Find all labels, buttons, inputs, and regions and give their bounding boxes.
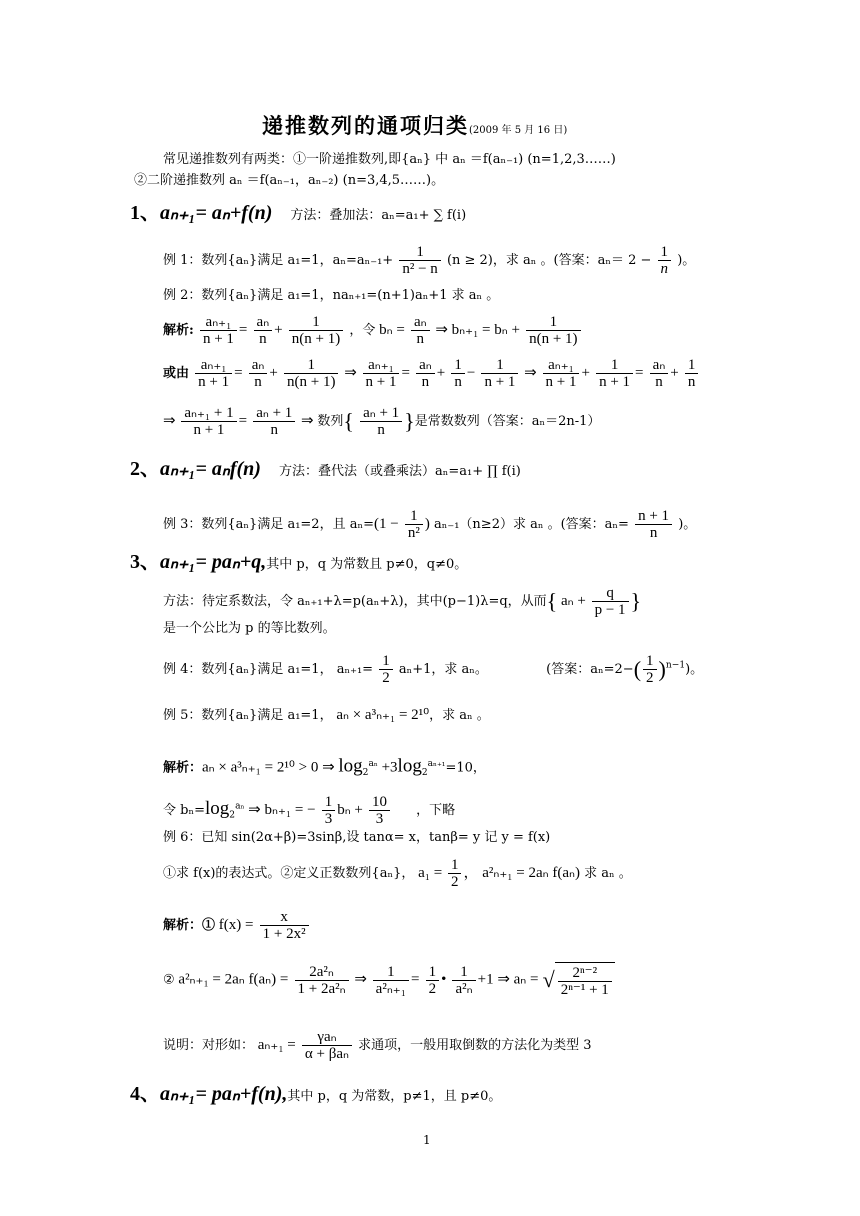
section-1-method: 方法：叠加法：aₙ=a₁+ ∑ f(i) [290,208,467,223]
example-5-text: 例 5：数列{aₙ}满足 a₁=1， [163,708,333,723]
example-1-text: 例 1：数列{aₙ}满足 a₁=1，aₙ=aₙ₋₁+ [163,253,394,268]
example-4-tail: aₙ+1，求 aₙ。 [398,662,488,677]
example-1-answer-fraction: $\frac{1}{n}$ [658,244,672,277]
example-6-solution-2: ② a²ₙ₊₁ = 2aₙ f(aₙ) = $\frac{\text{2a²ₙ}}{\text{1 + 2a²ₙ}}$ ⇒ $\frac{1}{\text{a²ₙ₊₁}}$ = $\frac{1}{2}$ • $\frac{1}{\text{a²ₙ}}$ +1 ⇒ aₙ = √ $\frac{\text{2ⁿ⁻²}}{\text{2ⁿ⁻¹ + 1}}$ [163,962,615,998]
section-4-heading [130,1081,501,1110]
example-1-fraction: $\frac{1}{\text{n² − n}}$ [399,244,440,277]
example-6-question-text: ①求 f(x)的表达式。②定义正数数列{aₙ}， [163,866,415,881]
example-4-answer: (答案：aₙ=2− [546,662,634,677]
section-3-number: 3、 [130,551,160,573]
or-by-label: 或由 [163,366,190,381]
example-5-solution-2: 令 $b_n=\log_2^{a_n}$ ⇒ bₙ₊₁ = − $\frac{1}{3}$ bₙ + $\frac{10}{3}$ ，下略 [163,794,456,827]
example-4-text: 例 4：数列{aₙ}满足 a₁=1， aₙ₊₁= [163,662,374,677]
example-3-text: 例 3：数列{aₙ}满足 a₁=2，且 aₙ= [163,517,374,532]
title-text: 递推数列的通项归类 [262,113,469,138]
section-4-formula: aₙ₊₁= paₙ+f(n), [160,1083,288,1105]
example-5-solution-1: 解析：aₙ × a³ₙ₊₁ = 2¹⁰ > 0 ⇒ $\log_2^{a_n} +3\log_2^{a_{n+1}}=10$， [163,755,486,778]
section-2-heading [130,456,521,485]
title-date: (2009 年 5 月 16 日) [469,125,568,136]
example-4-end: )。 [685,662,704,677]
example-2-solution-1: 解析: $\frac{\text{aₙ₊₁}}{n + 1}$ = $\frac{\text{aₙ}}{n}$ + $\frac{1}{n(n + 1)}$ ，令 bₙ = $\frac{\text{aₙ}}{n}$ ⇒ bₙ₊₁ = bₙ + $\frac{1}{n(n + 1)}$ [163,314,583,347]
solution-label: 解析: [163,323,194,338]
example-2-solution-3: ⇒ $\frac{\text{aₙ₊₁ + 1}}{n + 1}$ = $\frac{\text{aₙ + 1}}{n}$ ⇒ 数列{ $\frac{\text{aₙ + 1}}{n}$ }是常数数列（答案：aₙ＝2n-1） [163,405,601,438]
section-4-method: 其中 p，q 为常数，p≠1，且 p≠0。 [287,1089,502,1104]
step-2-marker: ② [163,972,175,988]
example-6-solution-label: 解析：① [163,918,216,933]
section-4-number: 4、 [130,1083,160,1105]
section-1-heading [130,200,466,229]
page-title [262,113,568,140]
remark-label: 说明：对形如： [163,1038,255,1053]
section-3-method: 其中 p，q 为常数且 p≠0，q≠0。 [266,557,468,572]
solution-let: ，令 [349,323,376,338]
sequence-label: 数列 [317,414,344,429]
omitted-label: ，下略 [416,803,456,818]
let-bn-label: 令 bₙ= [163,803,205,818]
example-3: 例 3：数列{aₙ}满足 a₁=2，且 aₙ=(1 − $\frac{1}{\text{n²}}$ ) aₙ₋₁（n≥2）求 aₙ 。(答案：aₙ= $\frac{n + 1}{n}$ )。 [163,508,697,541]
example-1-end: )。 [677,253,696,268]
section-3-heading [130,549,467,578]
section-1-formula: aₙ₊₁= aₙ+f(n) [160,202,273,224]
example-4: 例 4：数列{aₙ}满足 a₁=1， aₙ₊₁= $\frac{1}{2}$ aₙ+1，求 aₙ。 (答案：aₙ=2−( $\frac{1}{2}$ )$^{n-1}$)。 [163,653,704,686]
section-2-method: 方法：叠代法（或叠乘法）aₙ=a₁+ ∏ f(i) [278,464,521,479]
remark: 说明：对形如： aₙ₊₁ = $\frac{\text{γaₙ}}{\text{α + βaₙ}}$ 求通项，一般用取倒数的方法化为类型 3 [163,1029,592,1062]
section-2-formula: aₙ₊₁= aₙf(n) [160,458,261,480]
example-5-tail: ，求 aₙ 。 [429,708,490,723]
example-5-solution-label: 解析： [163,760,203,776]
example-5-solution-tail: =10， [445,760,486,776]
method-3: 方法：待定系数法，令 aₙ₊₁+λ=p(aₙ+λ)，其中(p−1)λ=q，从而{ aₙ + $\frac{q}{p - 1}$ } [163,585,642,618]
section-2-number: 2、 [130,458,160,480]
example-6: 例 6：已知 sin(2α+β)=3sinβ,设 tanα= x，tanβ= y 记 y = f(x) [163,830,551,845]
section-3-formula: aₙ₊₁= paₙ+q, [160,551,267,573]
example-3-end: )。 [678,517,697,532]
example-6-solution-1: 解析：① f(x) = $\frac{x}{\text{1 + 2x²}}$ [163,909,311,942]
example-6-question-tail: 求 aₙ 。 [584,866,632,881]
example-2: 例 2：数列{aₙ}满足 a₁=1，naₙ₊₁=(n+1)aₙ+1 求 aₙ 。 [163,288,500,303]
remark-tail: 求通项，一般用取倒数的方法化为类型 3 [358,1038,592,1053]
example-2-answer: 是常数数列（答案：aₙ＝2n-1） [414,414,601,429]
page-number: 1 [423,1133,431,1147]
intro-line-2: ②二阶递推数列 aₙ ＝f(aₙ₋₁，aₙ₋₂) (n=3,4,5……)。 [134,173,445,188]
example-6-question: ①求 f(x)的表达式。②定义正数数列{aₙ}， a₁ = $\frac{1}{2}$ ， a²ₙ₊₁ = 2aₙ f(aₙ) 求 aₙ 。 [163,857,632,890]
example-3-tail: aₙ₋₁（n≥2）求 aₙ 。(答案：aₙ= [433,517,629,532]
example-1-tail: (n ≥ 2)，求 aₙ 。(答案：aₙ＝ 2 − [446,253,652,268]
method-3-text: 方法：待定系数法，令 aₙ₊₁+λ=p(aₙ+λ)，其中(p−1)λ=q，从而 [163,594,547,609]
example-5: 例 5：数列{aₙ}满足 a₁=1， aₙ × a³ₙ₊₁ = 2¹⁰，求 aₙ 。 [163,707,490,723]
example-1 [163,244,695,277]
section-1-number: 1、 [130,202,160,224]
example-2-solution-2: 或由 $\frac{\text{aₙ₊₁}}{n + 1}$ = $\frac{\text{aₙ}}{n}$ + $\frac{1}{n(n + 1)}$ ⇒ $\frac{\text{aₙ₊₁}}{n + 1}$ = $\frac{\text{aₙ}}{n}$ + $\frac{1}{n}$ − $\frac{1}{n + 1}$ ⇒ $\frac{\text{aₙ₊₁}}{n + 1}$ + $\frac{1}{n + 1}$ = $\frac{\text{aₙ}}{n}$ + $\frac{1}{n}$ [163,357,700,390]
intro-line-1: 常见递推数列有两类：①一阶递推数列,即{aₙ} 中 aₙ ＝f(aₙ₋₁) (n=1,2,3……) [163,152,616,167]
method-3b: 是一个公比为 p 的等比数列。 [163,621,336,636]
